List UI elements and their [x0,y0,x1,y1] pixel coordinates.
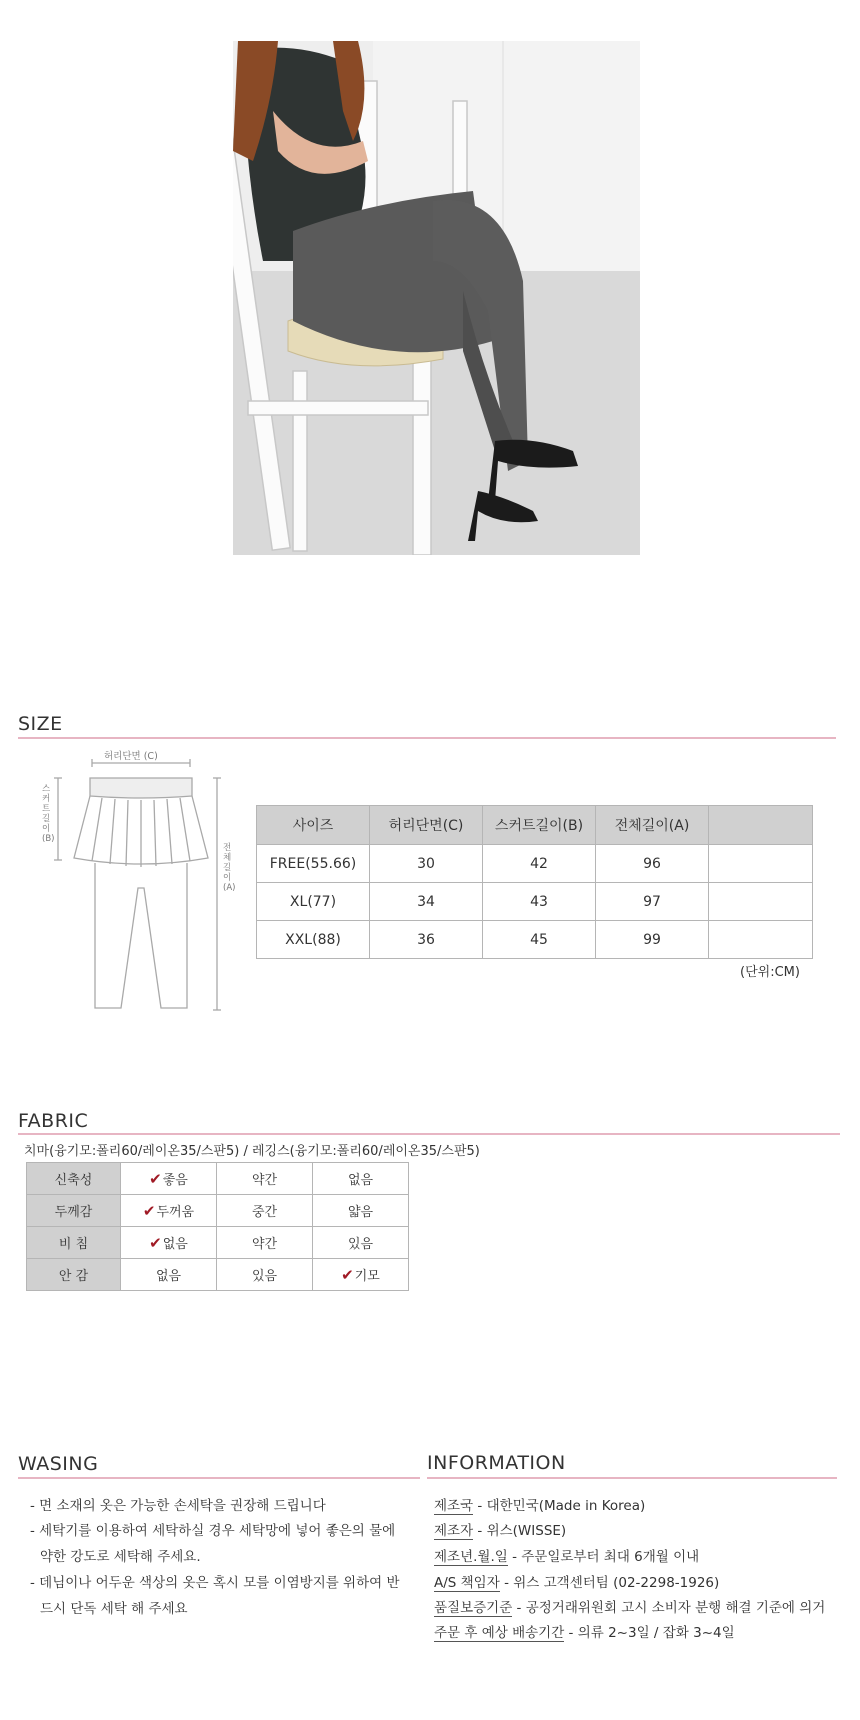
size-table-header-cell: 스커트길이(B) [483,806,596,845]
fabric-option: 약간 [217,1227,313,1259]
size-table-cell: 99 [596,921,709,959]
washing-section-title: WASING [18,1453,99,1475]
fabric-option: 약간 [217,1163,313,1195]
washing-line: 약한 강도로 세탁해 주세요. [40,1549,201,1565]
size-table-cell: 34 [370,883,483,921]
info-item [434,1571,719,1591]
info-value: - 위스(WISSE) [473,1523,567,1539]
fabric-option-label: 없음 [162,1237,188,1252]
fabric-table [26,1162,409,1291]
check-icon: ✔ [149,1170,162,1188]
size-table-cell: FREE(55.66) [257,845,370,883]
info-key: 제조국 [434,1498,474,1514]
size-table-header-cell: 허리단면(C) [370,806,483,845]
size-table-cell [709,921,813,959]
info-item [434,1621,735,1641]
washing-divider [18,1477,420,1479]
washing-line: - 세탁기를 이용하여 세탁하실 경우 세탁망에 넣어 좋은의 물에 [30,1523,396,1539]
check-icon: ✔ [142,1202,156,1220]
size-table-cell: 45 [483,921,596,959]
fabric-option-label: 기모 [354,1269,380,1284]
size-table-cell: XL(77) [257,883,370,921]
fabric-option-checked [121,1163,217,1195]
info-value: - 의류 2~3일 / 잡화 3~4일 [564,1625,735,1641]
fabric-description: 치마(융기모:폴리60/레이온35/스판5) / 레깅스(융기모:폴리60/레이온35/스판5) [24,1144,480,1159]
fabric-divider [18,1133,840,1135]
fabric-row-label: 두께감 [27,1195,121,1227]
info-item [434,1519,566,1539]
size-table-row [257,883,813,921]
info-item [434,1596,825,1616]
size-table-cell: 43 [483,883,596,921]
fabric-option: 없음 [313,1163,409,1195]
size-table-cell: 42 [483,845,596,883]
info-item [434,1545,699,1565]
fabric-row [27,1195,409,1227]
info-value: - 주문일로부터 최대 6개월 이내 [507,1549,700,1565]
fabric-row [27,1227,409,1259]
waist-label: 허리단면 (C) [104,751,158,762]
info-value: - 위스 고객센터팀 (02-2298-1926) [499,1575,720,1591]
washing-line: - 면 소재의 옷은 가능한 손세탁을 권장해 드립니다 [30,1498,326,1514]
fabric-row-label: 안 감 [27,1259,121,1291]
info-item [434,1494,645,1514]
fabric-option-checked [121,1227,217,1259]
information-divider [427,1477,837,1479]
product-photo [233,41,640,555]
info-key: 제조년.월.일 [434,1549,508,1565]
info-value: - 공정거래위원회 고시 소비자 분행 해결 기준에 의거 [512,1600,826,1616]
size-table-cell: 30 [370,845,483,883]
fabric-option-checked [313,1259,409,1291]
information-section-title: INFORMATION [427,1452,566,1474]
check-icon: ✔ [341,1266,354,1284]
fabric-option-label: 좋음 [162,1173,188,1188]
info-key: 제조자 [434,1523,474,1539]
size-table-cell: 97 [596,883,709,921]
fabric-option: 중간 [217,1195,313,1227]
fabric-row [27,1259,409,1291]
info-key: 주문 후 예상 배송기간 [434,1625,565,1641]
total-length-label: 전체길이 (A) [223,843,236,893]
size-section-title: SIZE [18,713,63,735]
check-icon: ✔ [149,1234,162,1252]
fabric-option: 있음 [217,1259,313,1291]
size-table-cell: 96 [596,845,709,883]
info-value: - 대한민국(Made in Korea) [473,1498,646,1514]
size-table [256,805,813,959]
size-table-header-cell: 전체길이(A) [596,806,709,845]
size-table-cell [709,883,813,921]
size-table-row [257,921,813,959]
info-key: A/S 책임자 [434,1575,500,1591]
fabric-option-checked [121,1195,217,1227]
size-divider [18,737,836,739]
size-table-header-cell: 사이즈 [257,806,370,845]
fabric-option-label: 두꺼움 [156,1205,195,1220]
size-table-cell: 36 [370,921,483,959]
fabric-option: 있음 [313,1227,409,1259]
size-table-row [257,845,813,883]
fabric-option: 없음 [121,1259,217,1291]
size-table-cell [709,845,813,883]
size-diagram [40,748,240,1013]
size-unit-note: (단위:CM) [740,965,800,980]
info-key: 품질보증기준 [434,1600,513,1616]
washing-line: - 데님이나 어두운 색상의 옷은 혹시 모를 이염방지를 위하여 반 [30,1575,400,1591]
fabric-section-title: FABRIC [18,1110,89,1132]
size-table-header-row [257,806,813,845]
fabric-row-label: 비 침 [27,1227,121,1259]
skirt-length-label: 스커트길이 (B) [42,784,55,844]
size-table-header-cell [709,806,813,845]
fabric-row [27,1163,409,1195]
size-table-cell: XXL(88) [257,921,370,959]
washing-line: 드시 단독 세탁 해 주세요 [40,1601,188,1617]
fabric-option: 얇음 [313,1195,409,1227]
fabric-row-label: 신축성 [27,1163,121,1195]
